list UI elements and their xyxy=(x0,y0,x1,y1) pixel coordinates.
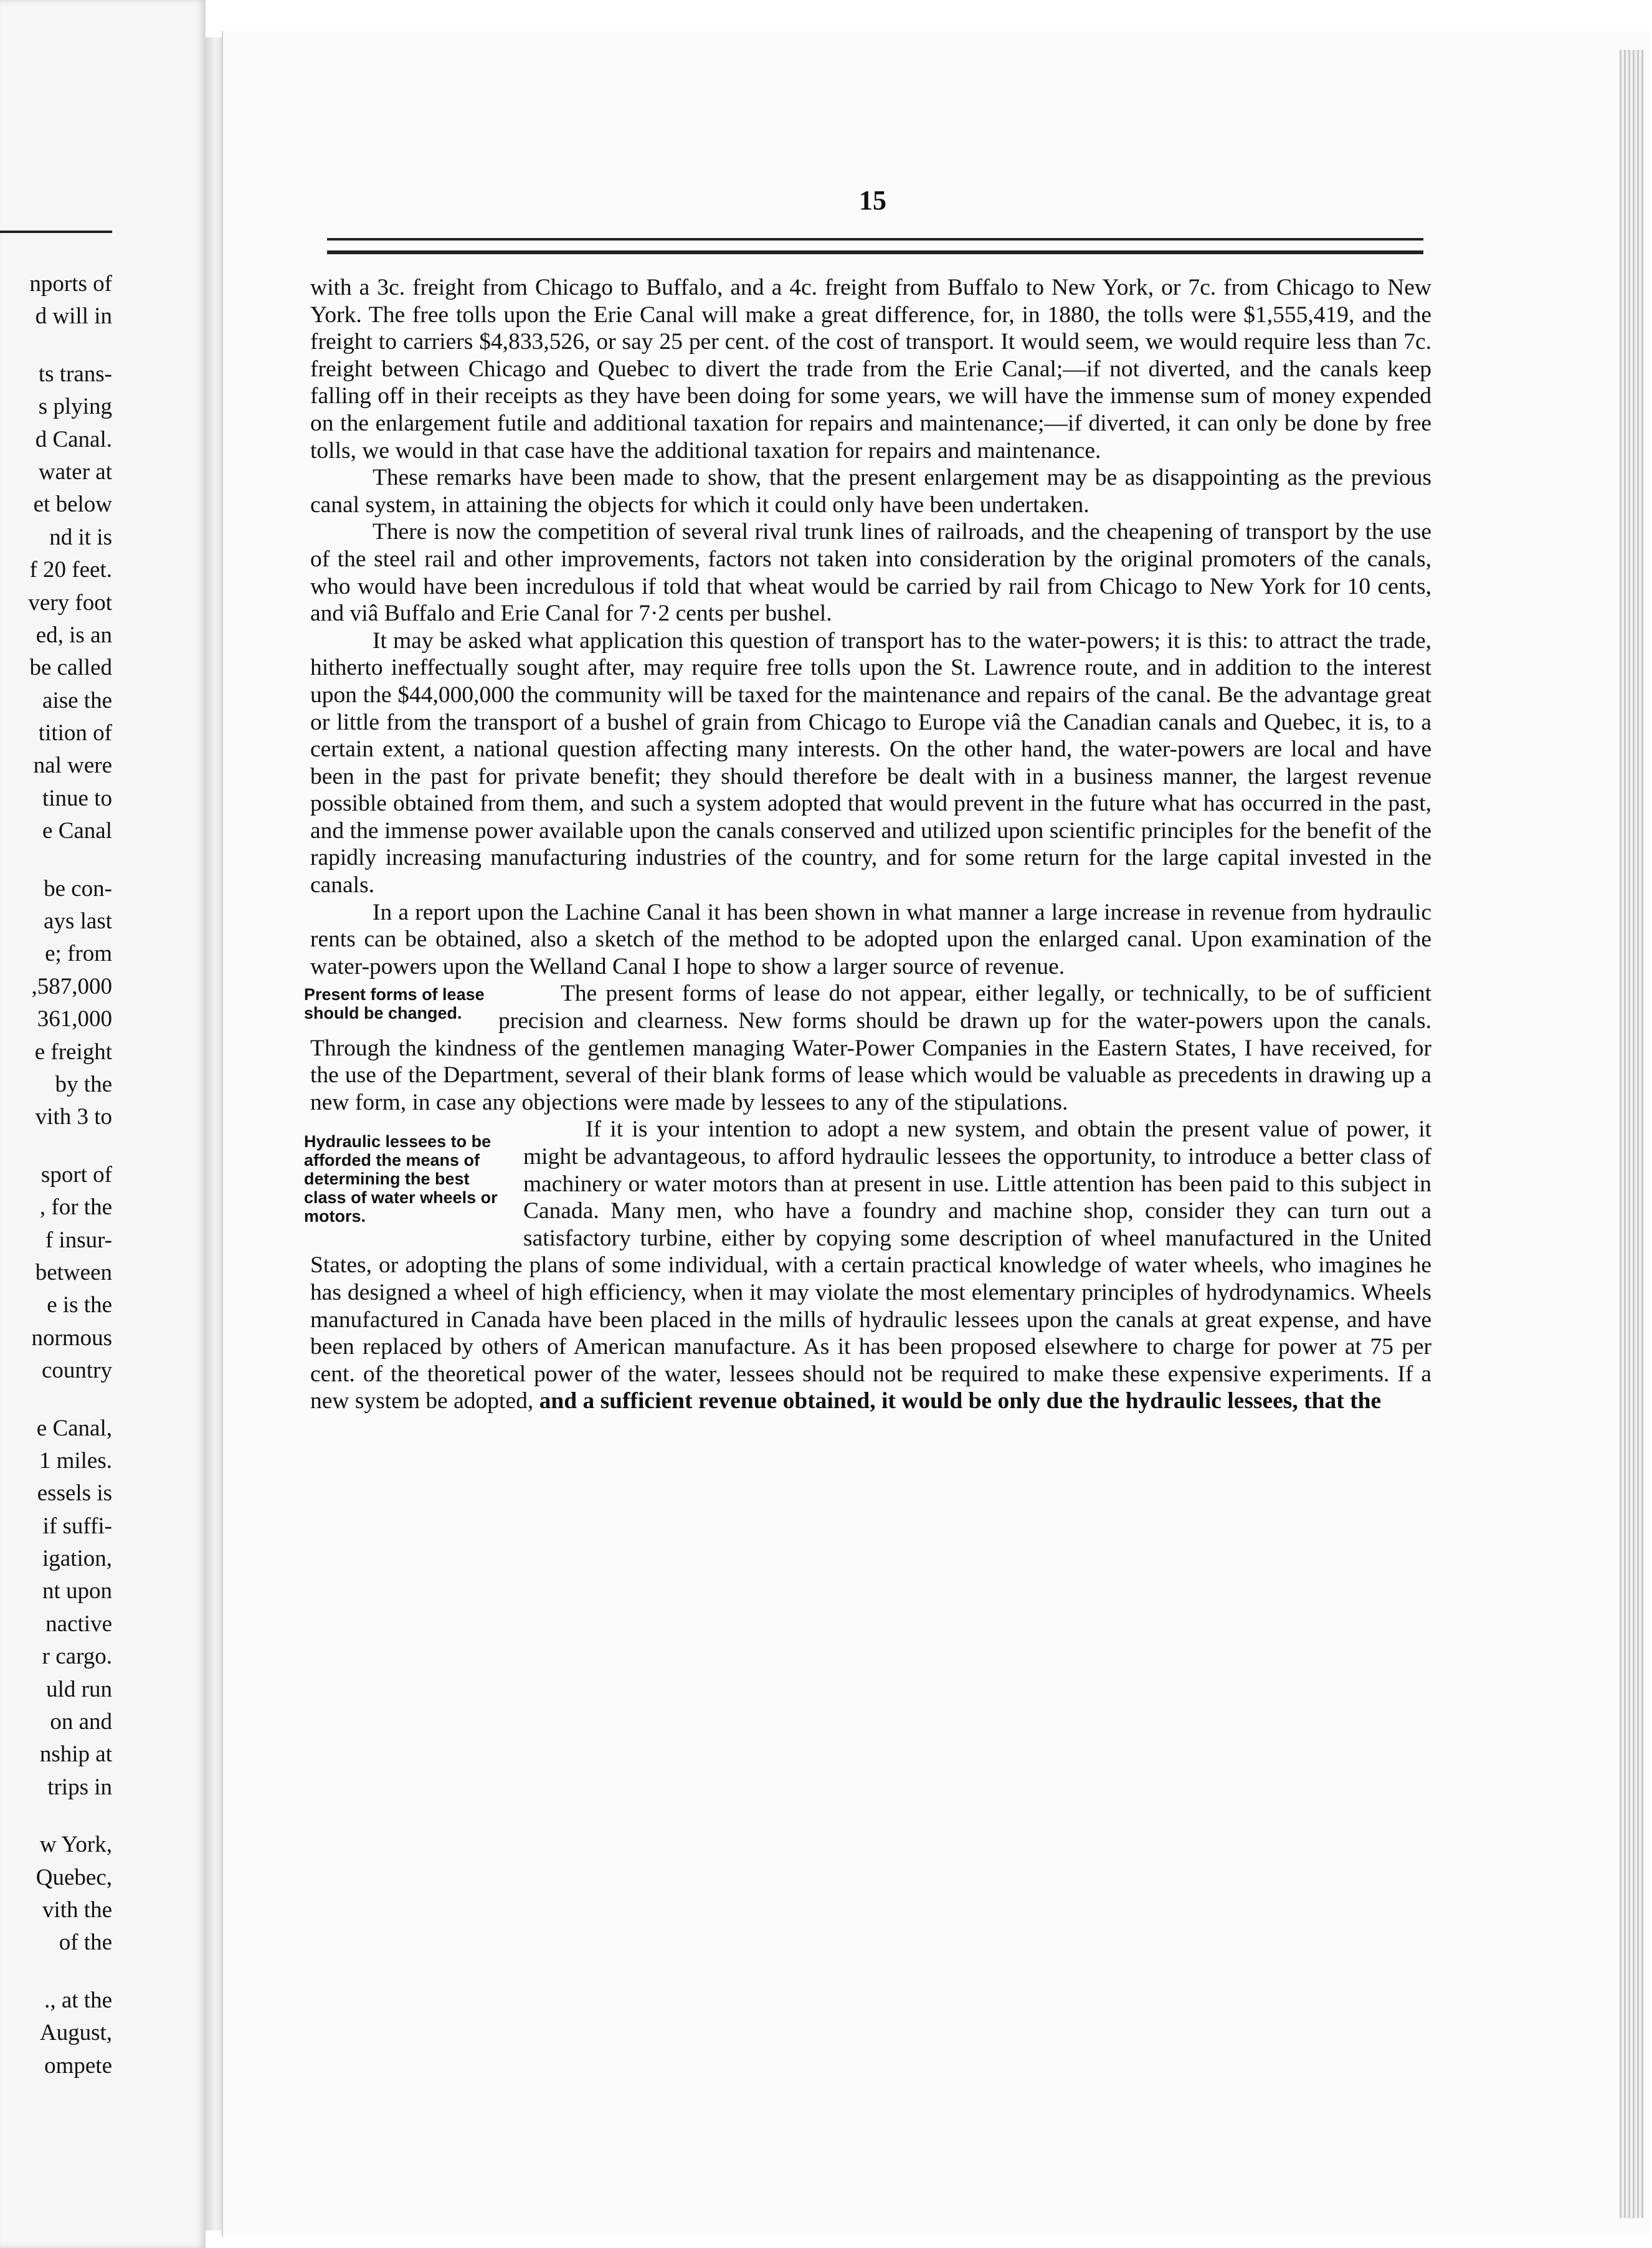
left-fragment-line: between xyxy=(35,1259,112,1285)
left-fragment-line: on and xyxy=(50,1709,112,1735)
left-fragment-line: d will in xyxy=(35,303,112,330)
left-fragment-line: normous xyxy=(31,1325,112,1351)
paragraph-1: with a 3c. freight from Chicago to Buffalo, and a 4c. freight from Buffalo to New York, or 7c. from Chicago to New York. The free tolls upon the Erie Canal will make a great difference, for, in 1880, the tolls were $1,555,419, and the freight to carriers $4,833,526, or say 25 per cent. of the cost of transport. It would seem, we would require less than 7c. freight between Chicago and Quebec to divert the trade from the Erie Canal;—if not diverted, and the canals keep falling off in their receipts as they have been doing for some years, we will have the immense sum of money expended on the enlargement futile and additional taxation for repairs and maintenance;—if diverted, it can only be done by free tolls, we would in that case have the additional taxation for repairs and maintenance. xyxy=(310,275,1431,464)
left-fragment-line: nports of xyxy=(29,271,112,297)
left-fragment-line: nd it is xyxy=(49,524,112,550)
left-fragment-line: uld run xyxy=(46,1676,112,1702)
sidenote-lease: Present forms of lease should be changed. xyxy=(304,985,485,1023)
left-fragment-line: of the xyxy=(59,1930,112,1956)
paragraph-hydraulic xyxy=(304,1116,1431,1415)
left-fragment-line: vith 3 to xyxy=(35,1104,112,1130)
left-fragment-line: vith the xyxy=(42,1897,112,1923)
paragraph-4: It may be asked what application this question of transport has to the water-powers; it is this: to attract the trade, hitherto ineffectually sought after, may require free tolls upon the St. Lawrence route, and in addition to the interest upon the $44,000,000 the community will be taxed for the maintenance and repairs of the canal. Be the advantage great or little from the transport of a bushel of grain from Chicago to Europe viâ the Canadian canals and Quebec, it is, to a certain extent, a national question affecting many interests. On the other hand, the water-powers are local and have been in the past for private benefit; they should therefore be dealt with in a business manner, the largest revenue possible obtained from them, and such a system adopted that would prevent in the future what has occurred in the past, and the immense power available upon the canals conserved and utilized upon scientific principles for the benefit of the rapidly increasing manufacturing industries of the country, and for some return for the large capital invested in the canals. xyxy=(310,627,1431,898)
left-fragment-line: e is the xyxy=(47,1292,112,1318)
left-fragment-line: ed, is an xyxy=(36,622,112,648)
left-fragment-line: 361,000 xyxy=(37,1006,112,1032)
left-fragment-line: d Canal. xyxy=(35,426,112,452)
left-fragment-line: , for the xyxy=(39,1194,112,1221)
left-fragment-line: nal were xyxy=(33,753,112,779)
book-gutter xyxy=(206,37,222,2231)
left-fragment-gap xyxy=(0,1388,112,1412)
sidenote-hydraulic: Hydraulic lessees to be afforded the means of determining the best class of water wheels or motors. xyxy=(304,1132,498,1226)
left-fragment-line: water at xyxy=(38,459,112,485)
paragraph-5: In a report upon the Lachine Canal it has been shown in what manner a large increase in revenue from hydraulic rents can be obtained, also a sketch of the method to be adopted upon the enlarged canal. Upon examination of the water-powers upon the Welland Canal I hope to show a larger source of revenue. xyxy=(310,899,1431,979)
left-fragment-line: ts trans- xyxy=(38,361,112,387)
left-fragment-line: f 20 feet. xyxy=(29,557,112,583)
left-fragment-line: r cargo. xyxy=(42,1644,112,1670)
left-fragment-line: tition of xyxy=(38,720,112,746)
paragraph-lease xyxy=(304,980,1431,1116)
left-page-rule xyxy=(0,231,112,233)
left-fragment-line: e Canal xyxy=(42,818,112,844)
left-fragment-line: nactive xyxy=(45,1611,112,1637)
left-fragment-line: 1 miles. xyxy=(39,1447,112,1474)
left-fragment-line: ., at the xyxy=(44,1987,112,2013)
page-edge xyxy=(1620,50,1645,2218)
left-fragment-line: w York, xyxy=(39,1832,112,1858)
body-text xyxy=(304,274,1431,1415)
left-fragment-line: be called xyxy=(29,655,112,681)
left-fragment-line: Quebec, xyxy=(36,1864,112,1890)
left-fragment-line: essels is xyxy=(37,1480,112,1507)
paragraph-hydraulic-last-line: and a sufficient revenue obtained, it would be only due the hydraulic lessees, that the xyxy=(539,1388,1382,1414)
paragraph-3: There is now the competition of several rival trunk lines of railroads, and the cheapening of transport by the use of the steel rail and other improvements, factors not taken into consideration by the original promoters of the canals, who would have been incredulous if told that wheat would be carried by rail from Chicago to New York for 10 cents, and viâ Buffalo and Erie Canal for 7·2 cents per bushel. xyxy=(310,519,1431,627)
page-number: 15 xyxy=(859,185,886,216)
left-fragment-line: be con- xyxy=(44,875,112,902)
header-rule-thick xyxy=(327,250,1423,254)
left-fragment-line: e freight xyxy=(34,1039,112,1065)
left-fragment-gap xyxy=(0,1804,112,1829)
paragraph-hydraulic-text: If it is your intention to adopt a new system, and obtain the present value of power, it might be advantageous, to afford hydraulic lessees the opportunity, to introduce a better class of machinery or water motors than at present in use. Little attention has been paid to this subject in Canada. Many men, who have a foundry and machine shop, consider they can turn out a satisfactory turbine, either by copying some description of wheel manufactured in the United States, or adopting the plans of some individual, with a certain practical knowledge of water wheels, who imagines he has designed a wheel of high efficiency, when it may violate the most elementary principles of hydrodynamics. Wheels manufactured in Canada have been placed in the mills of hydraulic lessees upon the canals at great expense, and have been replaced by others of American manufacture. As it has been proposed elsewhere to charge for power at 75 per cent. of the theoretical power of the water, lessees should not be required to make these expensive experiments. If a new system be adopted, xyxy=(310,1117,1431,1414)
left-fragment-line: tinue to xyxy=(42,785,112,811)
left-fragment-line: e; from xyxy=(45,941,112,967)
left-fragment-line: August, xyxy=(39,2020,112,2046)
left-fragment-gap xyxy=(0,1960,112,1984)
left-page xyxy=(0,0,206,2248)
left-fragment-line: nt upon xyxy=(42,1578,112,1604)
left-fragment-gap xyxy=(0,848,112,873)
left-fragment-line: ,587,000 xyxy=(31,973,112,999)
left-fragment-line: trips in xyxy=(47,1774,112,1800)
left-fragment-line: aise the xyxy=(42,687,112,713)
left-page-text-fragments xyxy=(0,268,112,2082)
left-fragment-line: very foot xyxy=(28,589,112,616)
left-fragment-line: by the xyxy=(55,1071,112,1097)
left-fragment-line: f insur- xyxy=(45,1227,112,1253)
left-fragment-line: igation, xyxy=(42,1546,112,1572)
left-fragment-line: sport of xyxy=(40,1161,112,1188)
left-fragment-gap xyxy=(0,333,112,358)
left-fragment-line: s plying xyxy=(38,394,112,420)
left-fragment-line: nship at xyxy=(39,1741,112,1768)
left-fragment-line: country xyxy=(41,1358,112,1384)
header-rule-thin xyxy=(327,238,1423,241)
left-fragment-line: if suffi- xyxy=(42,1513,112,1539)
left-fragment-line: ompete xyxy=(44,2052,112,2079)
left-fragment-line: e Canal, xyxy=(36,1415,112,1441)
paragraph-lease-text: The present forms of lease do not appear, either legally, or technically, to be of sufficient precision and clearness. New forms should be drawn up for the water-powers upon the canals. Through the kindness of the gentlemen managing Water-Power Companies in the Eastern States, I have received, for the use of the Department, several of their blank forms of lease which would be valuable as precedents in drawing up a new form, in case any objections were made by lessees to any of the stipulations. xyxy=(310,981,1431,1115)
left-fragment-gap xyxy=(0,1134,112,1159)
left-fragment-line: et below xyxy=(33,492,112,518)
paragraph-2: These remarks have been made to show, that the present enlargement may be as disappointing as the previous canal system, in attaining the objects for which it could only have been undertaken. xyxy=(310,465,1431,518)
left-fragment-line: ays last xyxy=(44,908,112,935)
